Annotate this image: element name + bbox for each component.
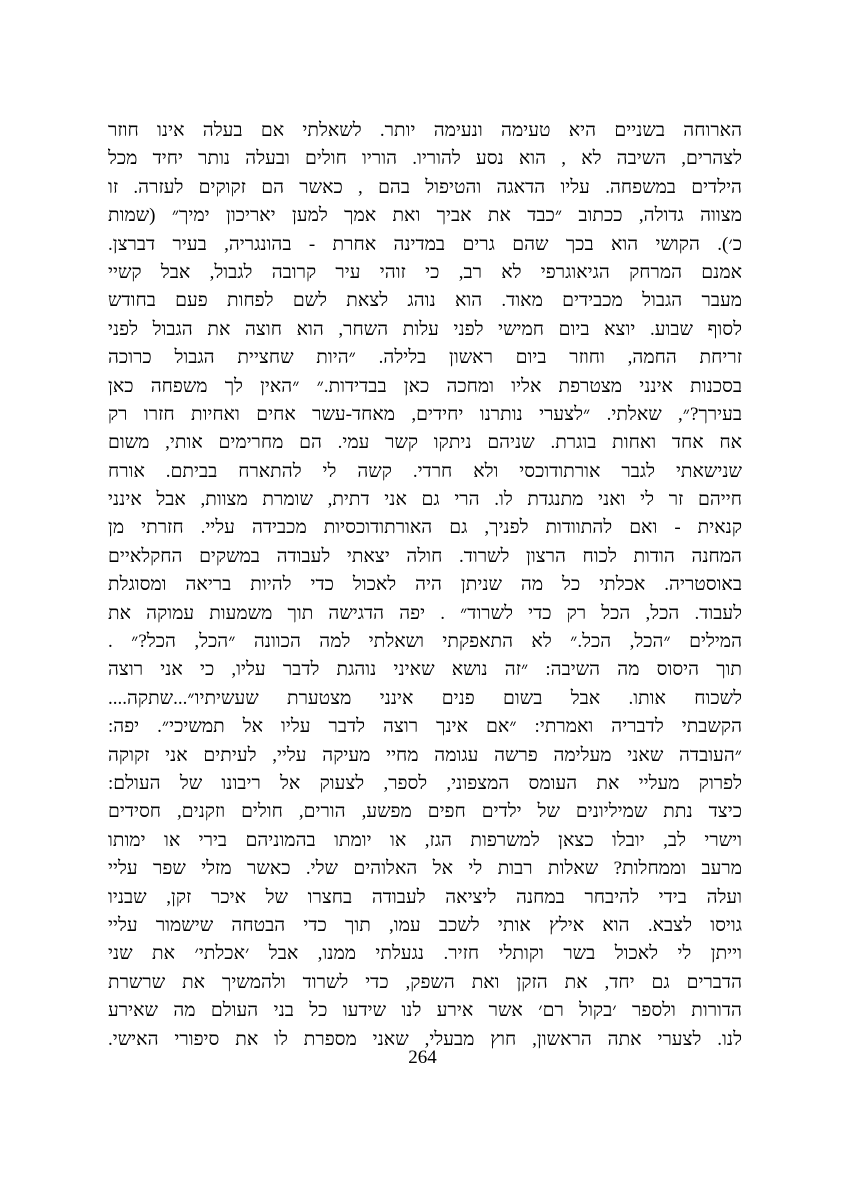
text-line: מעבר הגבול מכבידים מאוד. הוא נוהג לצאת לשם לפחות פעם בחודש — [108, 290, 742, 312]
text-line: תוך היסוס מה השיבה: ״זה נושא שאיני נוהגת לדבר עליו, כי אני רוצה — [108, 659, 742, 681]
text-line: לעבוד. הכל, הכל רק כדי לשרוד״ . יפה הדגישה תוך משמעות עמוקה את — [108, 602, 742, 624]
text-line: חייהם זר לי ואני מתנגדת לו. הרי גם אני דתית, שומרת מצוות, אבל אינני — [108, 489, 742, 511]
text-line: וייתן לי לאכול בשר וקותלי חזיר. נגעלתי ממנו, אבל ׳אכלתי׳ את שני — [108, 943, 742, 965]
text-line: לצהרים, השיבה לא , הוא נסע להוריו. הוריו חולים ובעלה נותר יחיד מכל — [108, 148, 742, 170]
text-line: המחנה הודות לכוח הרצון לשרוד. חולה יצאתי לעבודה במשקים החקלאיים — [108, 545, 742, 567]
text-line: בעירך?״, שאלתי. ״לצערי נותרנו יחידים, מאחד-עשר אחים ואחיות חזרו רק — [108, 403, 742, 425]
text-line: מרעב וממחלות? שאלות רבות לי אל האלוהים שלי. כאשר מזלי שפר עליי — [108, 858, 742, 880]
text-line: וישרי לב, יובלו כצאן למשרפות הגז, או יומתו בהמוניהם בירי או ימותו — [108, 829, 742, 851]
text-line: הילדים במשפחה. עליו הדאגה והטיפול בהם , כאשר הם זקוקים לעזרה. זו — [108, 176, 742, 198]
text-line: באוסטריה. אכלתי כל מה שניתן היה לאכול כדי להיות בריאה ומסוגלת — [108, 574, 742, 596]
text-line: בסכנות אינני מצטרפת אליו ומחכה כאן בבדידות.״ ״האין לך משפחה כאן — [108, 375, 742, 397]
text-line: קנאית - ואם להתוודות לפניך, גם האורתודוכסיות מכבידה עליי. חזרתי מן — [108, 517, 742, 539]
text-line: אח אחד ואחות בוגרת. שניהם ניתקו קשר עמי. הם מחרימים אותי, משום — [108, 432, 742, 454]
text-line: הקשבתי לדבריה ואמרתי: ״אם אינך רוצה לדבר עליו אל תמשיכי״. יפה: — [108, 716, 742, 738]
text-line: המילים ״הכל, הכל.״ לא התאפקתי ושאלתי למה הכוונה ״הכל, הכל?״ . — [108, 631, 742, 653]
text-line: לשכוח אותו. אבל בשום פנים אינני מצטערת שעשיתיו״...שתקה.... — [108, 687, 742, 709]
text-line: הדורות ולספר ׳בקול רם׳ אשר אירע לנו שידעו כל בני העולם מה שאירע — [108, 1000, 742, 1022]
text-line: הארוחה בשניים היא טעימה ונעימה יותר. לשאלתי אם בעלה אינו חוזר — [108, 120, 742, 141]
text-line: כ׳). הקושי הוא בכך שהם גרים במדינה אחרת - בהונגריה, בעיר דברצן. — [108, 233, 742, 255]
body-text — [108, 117, 742, 1054]
page-number: 264 — [408, 1047, 437, 1068]
text-line: כיצד נתת שמיליונים של ילדים חפים מפשע, הורים, חולים וזקנים, חסידים — [108, 801, 742, 823]
text-line: גויסו לצבא. הוא אילץ אותי לשכב עמו, תוך כדי הבטחה שישמור עליי — [108, 914, 742, 936]
text-line: ״העובדה שאני מעלימה פרשה עגומה מחיי מעיקה עליי, לעיתים אני זקוקה — [108, 744, 742, 766]
text-line: אמנם המרחק הגיאוגרפי לא רב, כי זוהי עיר קרובה לגבול, אבל קשיי — [108, 261, 742, 283]
text-line: מצווה גדולה, ככתוב ״כבד את אביך ואת אמך למען יאריכון ימיך״ (שמות — [108, 205, 742, 227]
text-line: זריחת החמה, וחוזר ביום ראשון בלילה. ״היות שחציית הגבול כרוכה — [108, 347, 742, 369]
text-line: ועלה בידי להיבחר במחנה ליציאה לעבודה בחצרו של איכר זקן, שבניו — [108, 886, 742, 908]
text-line: לנו. לצערי אתה הראשון, חוץ מבעלי, שאני מספרת לו את סיפורי האישי. — [108, 1028, 742, 1050]
text-line: לפרוק מעליי את העומס המצפוני, לספר, לצעוק אל ריבונו של העולם: — [108, 772, 742, 794]
text-line: לסוף שבוע. יוצא ביום חמישי לפני עלות השחר, הוא חוצה את הגבול לפני — [108, 318, 742, 340]
text-line: הדברים גם יחד, את הזקן ואת השפק, כדי לשרוד ולהמשיך את שרשרת — [108, 971, 742, 993]
text-line: שנישאתי לגבר אורתודוכסי ולא חרדי. קשה לי להתארח בביתם. אורח — [108, 460, 742, 482]
